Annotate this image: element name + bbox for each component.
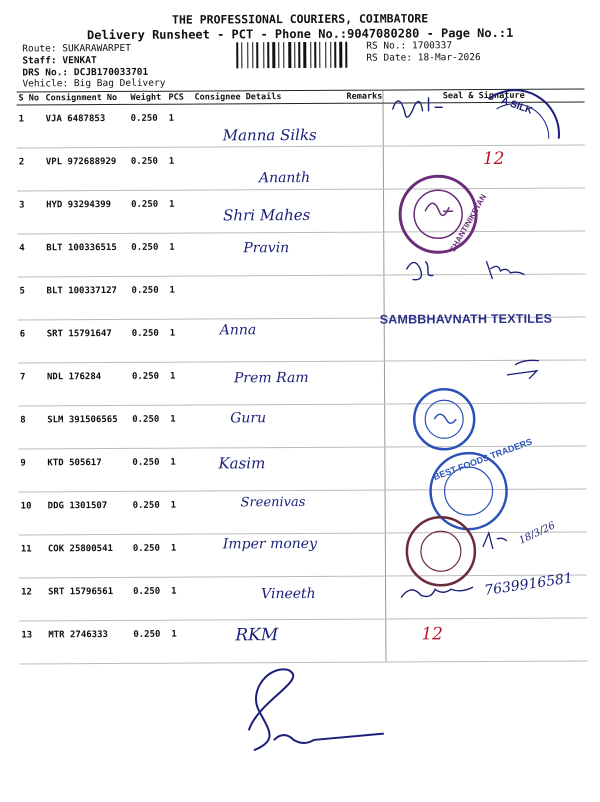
cell-pcs: 1: [167, 147, 193, 190]
cell-consignment-no: NDL 176284: [45, 362, 130, 405]
route-field: Route: SUKARAWARPET: [22, 42, 131, 55]
signature-row12: [401, 587, 473, 597]
cell-weight: 0.250: [130, 362, 168, 405]
drs-label: DRS No.:: [22, 67, 69, 79]
cell-sno: 2: [17, 148, 44, 191]
remark-row2: 12: [482, 148, 505, 170]
cell-consignment-no: VJA 6487853: [44, 104, 129, 147]
handwriting-row4: Pravin: [243, 240, 290, 257]
handwriting-mobile: 7639916581: [483, 570, 574, 599]
cell-consignment-no: MTR 2746333: [46, 620, 131, 663]
cell-consignment-no: DDG 1301507: [46, 491, 131, 534]
handwriting-row6: Anna: [219, 322, 257, 339]
cell-pcs: 1: [168, 362, 194, 405]
remark-row13: 12: [421, 624, 444, 645]
cell-pcs: 1: [168, 319, 194, 362]
handwriting-row9: Kasim: [218, 454, 266, 473]
shantiniketan-seal: [400, 176, 489, 254]
signature-row5: [406, 261, 433, 279]
cell-pcs: 1: [168, 448, 194, 491]
blue-round-seal: [414, 389, 474, 449]
cell-sno: 12: [19, 578, 46, 621]
cell-consignment-no: SRT 15791647: [45, 319, 130, 362]
handwriting-row10: Sreenivas: [240, 494, 306, 511]
drs-value: DCJB170033701: [73, 66, 149, 79]
silk-stamp-text: A SILK: [499, 95, 534, 117]
header-sno: S No: [16, 92, 43, 105]
cell-consignment-no: KTD 505617: [45, 448, 130, 491]
handwriting-row3: Shri Mahes: [223, 205, 311, 225]
cell-pcs: 1: [167, 233, 193, 276]
cell-weight: 0.250: [131, 577, 169, 620]
cell-consignment-no: SRT 15796561: [46, 577, 131, 620]
cell-weight: 0.250: [130, 405, 168, 448]
cell-weight: 0.250: [131, 620, 169, 663]
cell-consignment-no: HYD 93294399: [44, 190, 129, 233]
handwriting-row7: Prem Ram: [233, 369, 309, 387]
signature-row7: [507, 360, 539, 379]
runsheet-subtitle: Delivery Runsheet - PCT - Phone No.:9047080280 - Page No.:1: [87, 25, 514, 43]
cell-pcs: 1: [169, 577, 195, 620]
cell-pcs: 1: [169, 620, 195, 663]
cell-pcs: 1: [167, 190, 193, 233]
signature-row1: [393, 97, 443, 117]
cell-sno: 9: [18, 449, 45, 492]
cell-weight: 0.250: [130, 448, 168, 491]
cell-weight: 0.250: [129, 147, 167, 190]
authorized-signature: [249, 669, 384, 750]
header-seal: Seal & Signature: [382, 89, 584, 103]
cell-weight: 0.250: [129, 104, 167, 147]
staff-value: VENKAT: [62, 55, 97, 67]
cell-sno: 5: [17, 277, 44, 320]
cell-sno: 4: [17, 234, 44, 277]
cell-consignment-no: BLT 100336515: [44, 233, 129, 276]
cell-weight: 0.250: [129, 190, 167, 233]
maroon-seal: [407, 517, 475, 585]
cell-weight: 0.250: [131, 491, 169, 534]
handwriting-row12: Vineeth: [261, 585, 316, 603]
cell-weight: 0.250: [131, 534, 169, 577]
cell-sno: 11: [19, 535, 46, 578]
cell-weight: 0.250: [130, 319, 168, 362]
staff-label: Staff:: [22, 55, 57, 67]
cell-sno: 7: [18, 363, 45, 406]
best-foods-text: BEST FOODS TRADERS: [431, 436, 534, 483]
cell-weight: 0.250: [129, 233, 167, 276]
cell-consignment-no: SLM 391506565: [45, 405, 130, 448]
vehicle-field: Vehicle: Big Bag Delivery: [22, 77, 166, 90]
cell-pcs: 1: [169, 491, 195, 534]
header-pcs: PCS: [166, 91, 192, 104]
cell-consignment-no: VPL 972688929: [44, 147, 129, 190]
cell-sno: 13: [19, 621, 46, 664]
rs-date: RS Date: 18-Mar-2026: [366, 52, 481, 64]
cell-sno: 3: [17, 191, 44, 234]
cell-weight: 0.250: [129, 276, 167, 319]
cell-sno: 6: [18, 320, 45, 363]
company-title: THE PROFESSIONAL COURIERS, COIMBATORE: [171, 11, 429, 27]
handwriting-row11: Imper money: [222, 535, 318, 553]
rs-number: RS No.: 1700337: [366, 40, 453, 52]
cell-sno: 10: [19, 492, 46, 535]
handwriting-row2b: Ananth: [258, 169, 311, 187]
silk-stamp: [488, 90, 559, 139]
signature-row11: [483, 533, 507, 549]
handwriting-row8: Guru: [230, 410, 267, 427]
header-consignee: Consignee Details: [192, 90, 344, 104]
handwriting-row13: RKM: [235, 625, 279, 646]
cell-pcs: 1: [167, 104, 193, 147]
handwriting-date: 18/3/26: [517, 520, 557, 547]
cell-pcs: 1: [167, 276, 193, 319]
handwriting-row2: Manna Silks: [222, 125, 317, 145]
sambbhav-stamp: SAMBBHAVNATH TEXTILES: [379, 311, 553, 327]
cell-pcs: 1: [168, 405, 194, 448]
shantiniketan-text: SHANTINIKETAN: [448, 192, 489, 254]
cell-pcs: 1: [169, 534, 195, 577]
cell-consignment-no: BLT 100337127: [44, 276, 129, 319]
header-weight: Weight: [128, 91, 166, 104]
signature-row5b: [486, 261, 524, 279]
header-consignment: Consignment No: [43, 91, 128, 104]
cell-sno: 8: [18, 406, 45, 449]
cell-sno: 1: [17, 105, 44, 148]
cell-consignment-no: COK 25800541: [46, 534, 131, 577]
header-remarks: Remarks: [344, 90, 382, 103]
